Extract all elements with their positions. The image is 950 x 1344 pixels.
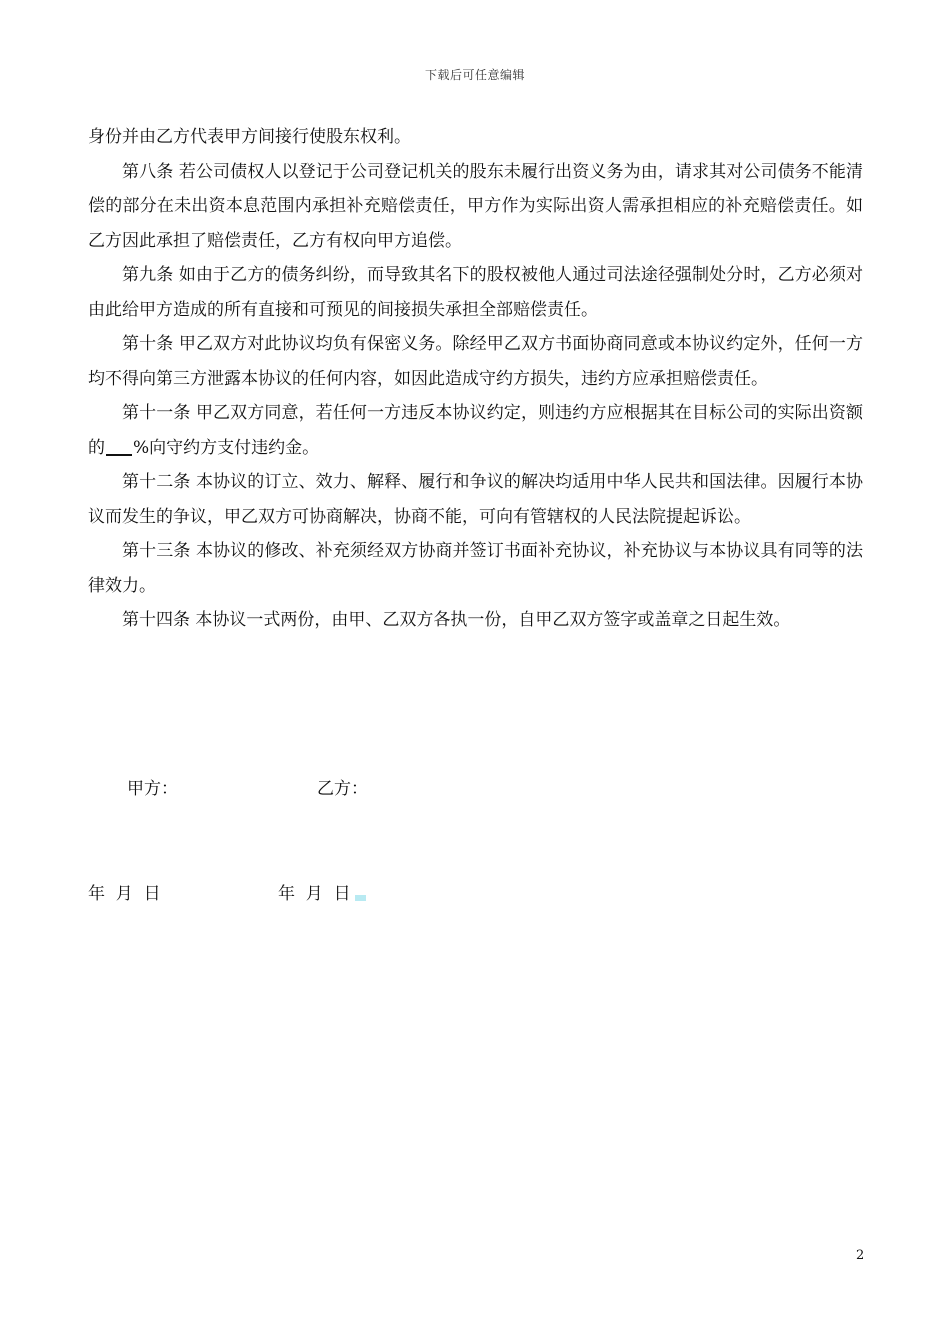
article-12: 第十二条 本协议的订立、效力、解释、履行和争议的解决均适用中华人民共和国法律。因履行本协议而发生的争议，甲乙双方可协商解决，协商不能，可向有管辖权的人民法院提起诉讼。 [88,472,863,527]
text-cursor-marker [355,895,366,901]
party-b-date-wrap [278,879,366,904]
party-a-label: 甲方： [127,779,178,799]
page-number: 2 [856,1248,865,1263]
paragraph-continuation: 身份并由乙方代表甲方间接行使股东权利。 [88,127,411,147]
article-9: 第九条 如由于乙方的债务纠纷，而导致其名下的股权被他人通过司法途径强制处分时，乙方必须对由此给甲方造成的所有直接和可预见的间接损失承担全部赔偿责任。 [88,265,863,320]
article-13: 第十三条 本协议的修改、补充须经双方协商并签订书面补充协议，补充协议与本协议具有同等的法律效力。 [88,541,863,596]
article-11 [88,396,863,465]
article-8: 第八条 若公司债权人以登记于公司登记机关的股东未履行出资义务为由，请求其对公司债务不能清偿的部分在未出资本息范围内承担补充赔偿责任，甲方作为实际出资人需承担相应的补充赔偿责任。如乙方因此承担了赔偿责任，乙方有权向甲方追偿。 [88,161,863,251]
article-10: 第十条 甲乙双方对此协议均负有保密义务。除经甲乙双方书面协商同意或本协议约定外，任何一方均不得向第三方泄露本协议的任何内容，如因此造成守约方损失，违约方应承担赔偿责任。 [88,334,863,389]
date-row [88,879,351,904]
article-14: 第十四条 本协议一式两份，由甲、乙双方各执一份，自甲乙双方签字或盖章之日起生效。 [122,610,791,630]
header-note: 下载后可任意编辑 [424,68,525,82]
party-b-date: 年 月 日 [278,884,351,904]
article-11-text-after: %向守约方支付违约金。 [133,437,320,458]
signature-row [127,774,368,799]
party-a-date: 年 月 日 [88,884,161,904]
article-11-text-before: 第十一条 甲乙双方同意，若任何一方违反本协议约定，则违约方应根据其在目标公司的实际出资额的 [88,403,863,458]
party-b-label: 乙方： [317,779,368,799]
penalty-percent-blank[interactable] [106,436,132,456]
document-body [88,120,863,638]
